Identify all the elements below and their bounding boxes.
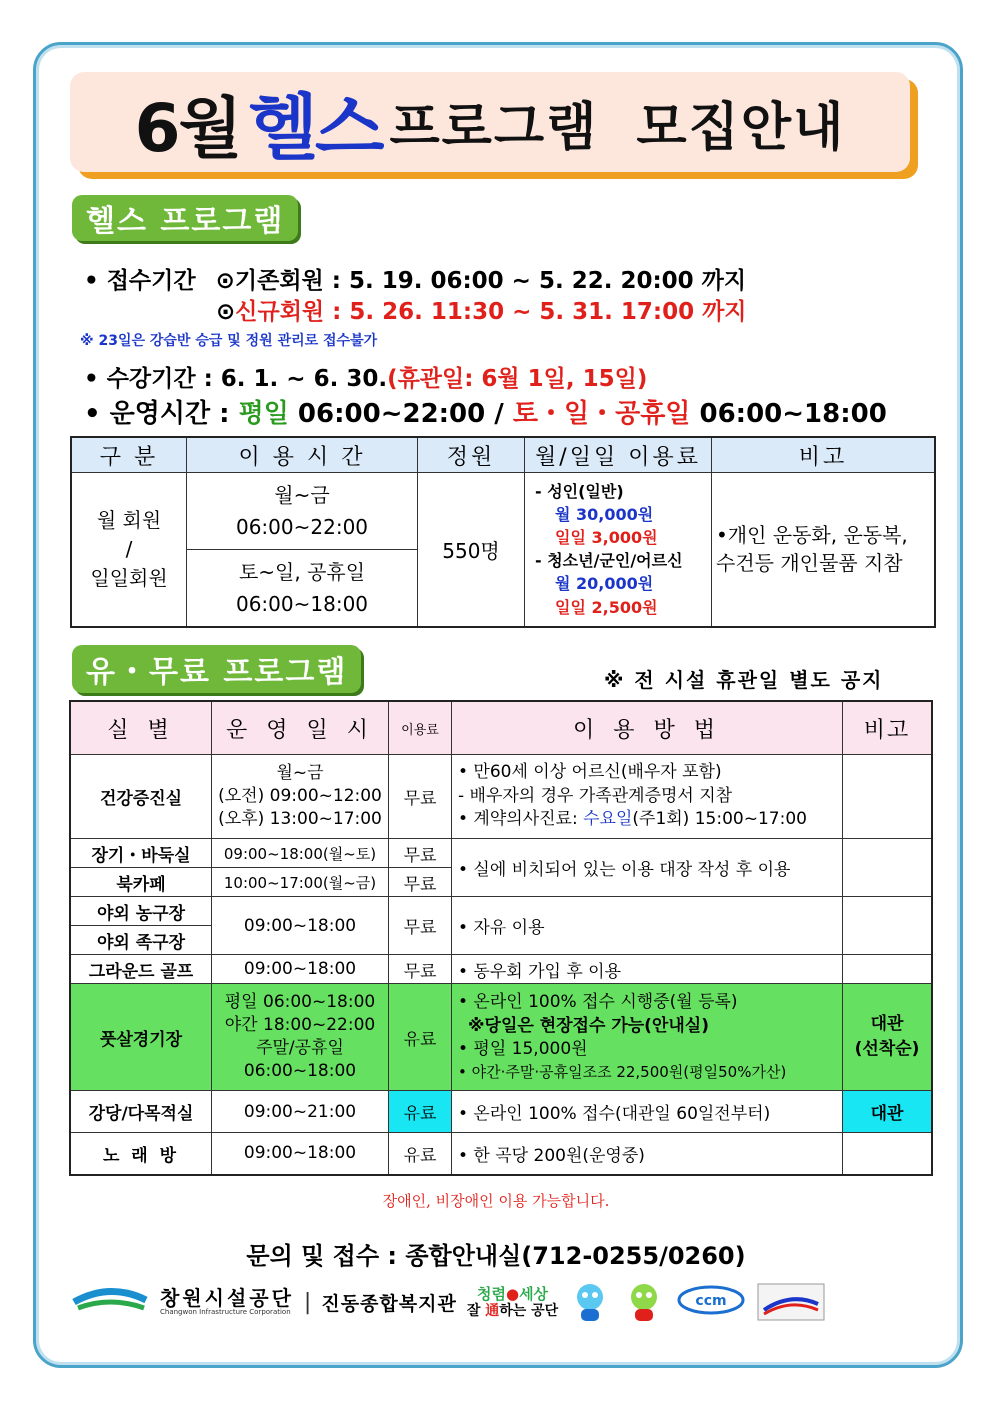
program-table [69,700,933,1176]
th-time: 이 용 시 간 [187,437,418,473]
slogan-logo: 청렴●세상 잘 通하는 공단 [466,1284,559,1319]
room-method: • 온라인 100% 접수(대관일 60일전부터) [452,1091,843,1133]
method-line: ※당일은 현장접수 가능(안내실) [468,1015,709,1036]
hours-label: • 운영시간 : [84,399,239,429]
method-line: • 온라인 100% 접수 시행중(월 등록) [458,991,738,1012]
hours-weekday-time: 06:00~22:00 / [288,399,513,429]
th-remark: 비고 [843,701,933,755]
fee-youth: - 청소년/군인/어르신 [535,551,683,571]
th-fee: 월/일일 이용료 [525,437,712,473]
city-logo-icon [70,1282,150,1322]
section-program-label: 유・무료 프로그램 [72,645,361,693]
th-method: 이 용 방 법 [452,701,843,755]
room-time: 10:00~17:00(월~금) [212,868,389,897]
room-fee: 무료 [389,955,452,984]
table-row [70,897,932,926]
room-remark: 대관 [843,1091,933,1133]
room-fee: 유료 [389,984,452,1091]
fee-adult-month: 월 30,000원 [555,504,654,524]
room-fee: 무료 [389,868,452,897]
time-weekend: 토~일, 공휴일 06:00~18:00 [187,550,418,627]
accessibility-note: 장애인, 비장애인 이용 가능합니다. [382,1192,610,1210]
th-capacity: 정원 [418,437,525,473]
holiday-text: (휴관일: 6월 1일, 15일) [387,366,648,392]
health-fee-table [70,436,936,628]
room-fee: 무료 [389,839,452,868]
mascot-green-icon [622,1280,666,1324]
th-category: 구 분 [71,437,187,473]
room-fee: 유료 [389,1133,452,1175]
title-banner [70,72,910,172]
svg-text:ccm: ccm [695,1293,727,1309]
table-row [70,755,932,839]
certification-logo-icon [756,1282,826,1322]
registration-new [216,293,747,326]
room-name: 북카페 [70,868,212,897]
room-method: • 한 곡당 200원(운영중) [452,1133,843,1175]
room-method [452,984,843,1091]
room-time: 평일 06:00~18:00 야간 18:00~22:00 주말/공휴일 06:00~18:00 [212,984,389,1091]
time-weekday: 월~금 06:00~22:00 [187,473,418,550]
reg-existing: ⊙기존회원 : 5. 19. 06:00 ~ 5. 22. 20:00 까지 [215,268,747,294]
section-health-label: 헬스 프로그램 [72,195,298,241]
table-row [70,839,932,868]
capacity: 550명 [418,473,525,627]
title-month: 6월 [134,89,241,167]
reg-new: 신규회원 : 5. 26. 11:30 ~ 5. 31. 17:00 까지 [235,299,747,325]
room-method: • 실에 비치되어 있는 이용 대장 작성 후 이용 [452,839,843,897]
footer-logos [70,1278,940,1326]
fee-youth-month: 월 20,000원 [555,574,654,594]
ccm-logo-icon [676,1284,746,1320]
room-name: 장기・바둑실 [70,839,212,868]
reg-new-prefix: ⊙ [216,299,236,325]
th-fee: 이용료 [389,701,452,755]
reg-label: • 접수기간 [84,268,196,294]
room-fee: 무료 [389,755,452,839]
method-line: - 배우자의 경우 가족관계증명서 지참 [458,785,733,806]
room-remark [843,897,933,955]
table-row [70,1133,932,1175]
method-line: • 평일 15,000원 [458,1039,588,1060]
fee-adult: - 성인(일반) [535,481,624,501]
room-name: 그라운드 골프 [70,955,212,984]
room-method [452,755,843,839]
method-line: • 계약의사진료: 수요일(주1회) 15:00~17:00 [458,809,807,830]
hours-weekend: 토・일・공휴일 [512,399,691,429]
th-schedule: 운 영 일 시 [212,701,389,755]
room-time: 09:00~18:00 [212,955,389,984]
room-fee: 유료 [389,1091,452,1133]
room-remark [843,1133,933,1175]
holiday-notice: ※ 전 시설 휴관일 별도 공지 [604,668,884,692]
fee-adult-day: 일일 3,000원 [555,528,658,548]
title-health: 헬스 [248,86,382,170]
divider: | [303,1289,312,1315]
page-title [70,72,910,172]
mascot-blue-icon [568,1280,612,1324]
method-line: • 만60세 이상 어르신(배우자 포함) [458,761,722,782]
hours-weekend-time: 06:00~18:00 [690,399,887,429]
room-name: 야외 농구장 [70,897,212,926]
table-row [70,1091,932,1133]
fee-youth-day: 일일 2,500원 [555,597,658,617]
room-remark [843,955,933,984]
title-recruit: 모집안내 [636,97,846,158]
room-time: 09:00~18:00 [212,897,389,955]
remark-items: •개인 운동화, 운동복, 수건등 개인물품 지참 [712,473,936,627]
th-remark: 비고 [712,437,936,473]
room-remark [843,755,933,839]
registration-existing [84,262,746,295]
room-time: 09:00~18:00(월~토) [212,839,389,868]
room-name: 노 래 방 [70,1133,212,1175]
room-time: 09:00~21:00 [212,1091,389,1133]
center-name: 진동종합복지관 [321,1292,457,1315]
room-name: 야외 족구장 [70,926,212,955]
hours-weekday: 평일 [238,399,289,429]
room-remark [843,839,933,897]
room-name: 강당/다목적실 [70,1091,212,1133]
org-logo: 창원시설공단 Changwon Infrastructure Corporation [160,1286,294,1317]
room-fee: 무료 [389,897,452,955]
table-row [70,955,932,984]
title-program: 프로그램 [389,97,599,158]
room-name: 풋살경기장 [70,984,212,1091]
operating-hours [84,393,887,430]
room-method: • 동우회 가입 후 이용 [452,955,843,984]
course-period [84,360,647,393]
fee-details [525,473,712,627]
room-remark: 대관 (선착순) [843,984,933,1091]
room-time: 월~금 (오전) 09:00~12:00 (오후) 13:00~17:00 [212,755,389,839]
member-category: 월 회원 / 일일회원 [71,473,187,627]
room-name: 건강증진실 [70,755,212,839]
th-room: 실 별 [70,701,212,755]
room-method: • 자유 이용 [452,897,843,955]
table-row [70,984,932,1091]
registration-note: ※ 23일은 강습반 승급 및 정원 관리로 접수불가 [80,333,378,349]
contact-info: 문의 및 접수 : 종합안내실(712-0255/0260) [246,1242,746,1270]
method-line: • 야간·주말·공휴일조조 22,500원(평일50%가산) [458,1063,787,1082]
room-time: 09:00~18:00 [212,1133,389,1175]
period-text: • 수강기간 : 6. 1. ~ 6. 30. [84,366,388,392]
